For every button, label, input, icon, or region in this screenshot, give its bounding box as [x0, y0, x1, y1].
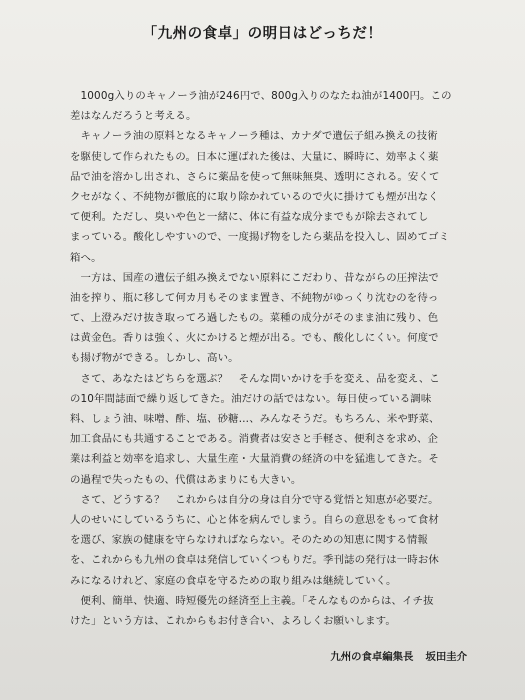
signature-role: 九州の食卓編集長: [330, 651, 414, 663]
text-line: みになるけれど、家庭の食卓を守るための取り組みは継続していく。: [70, 574, 397, 587]
paragraph-2: [70, 126, 470, 267]
text-line: さて、どうする？ これからは自分の身は自分で守る覚悟と知恵が必要だ。: [70, 493, 439, 506]
paragraph-4: [70, 369, 470, 490]
text-line: さて、あなたはどちらを選ぶ？ そんな問いかけを手を変え、品を変え、こ: [70, 372, 440, 385]
text-line: 差はなんだろうと考える。: [70, 110, 197, 123]
text-line: 業は利益と効率を追求し、大量生産・大量消費の経済の中を猛進してきた。そ: [70, 453, 439, 466]
document-body: [70, 86, 470, 631]
text-line: て便利。ただし、臭いや色と一緒に、体に有益な成分までもが除去されてし: [70, 211, 429, 224]
text-line: の10年間誌面で繰り返してきた。油だけの話ではない。毎日使っている調味: [70, 392, 432, 405]
text-line: を、これからも九州の食卓は発信していくつもりだ。季刊誌の発行は一時お休: [70, 554, 439, 567]
text-line: 人のせいにしているうちに、心と体を病んでしまう。自らの意思をもって食材: [70, 513, 439, 526]
text-line: けた」という方は、これからもお付き合い、よろしくお願いします。: [70, 614, 396, 627]
text-line: は黄金色。香りは強く、火にかけると煙が出る。でも、酸化しにくい。何度で: [70, 332, 439, 345]
paragraph-6: [70, 591, 470, 631]
text-line: を駆使して作られたもの。日本に運ばれた後は、大量に、瞬時に、効率よく薬: [70, 150, 439, 163]
signature: [330, 648, 467, 663]
text-line: て、上澄みだけ抜き取ってろ過したもの。菜種の成分がそのまま油に残り、色: [70, 312, 439, 325]
text-line: 加工食品にも共通することである。消費者は安さと手軽さ、便利さを求め、企: [70, 433, 439, 446]
text-line: まっている。酸化しやすいので、一度揚げ物をしたら薬品を投入し、固めてゴミ: [70, 231, 450, 244]
paragraph-5: [70, 490, 470, 591]
text-line: クセがなく、不純物が徹底的に取り除かれているので火に掛けても煙が出なく: [70, 190, 439, 203]
document-title: 「九州の食卓」の明日はどっちだ！: [142, 26, 383, 42]
text-line: 1000g入りのキャノーラ油が246円で、800g入りのなたね油が1400円。この: [70, 90, 452, 102]
text-line: を選び、家族の健康を守らなければならない。そのための知恵に関する情報: [70, 534, 428, 547]
text-line: 便利、簡単、快適、時短優先の経済至上主義。「そんなものからは、イチ抜: [70, 594, 434, 607]
text-line: 箱へ。: [70, 251, 102, 264]
paragraph-3: [70, 268, 470, 369]
text-line: 一方は、国産の遺伝子組み換えでない原料にこだわり、昔ながらの圧搾法で: [70, 271, 439, 284]
text-line: 品で油を溶かし出され、さらに薬品を使って無味無臭、透明にされる。安くて: [70, 170, 440, 183]
text-line: 料、しょう油、味噌、酢、塩、砂糖…、みんなそうだ。もちろん、米や野菜、: [70, 413, 440, 425]
text-line: 油を搾り、瓶に移して何カ月もそのまま置き、不純物がゆっくり沈むのを待っ: [70, 291, 439, 304]
text-line: の過程で失ったもの、代償はあまりにも大きい。: [70, 473, 302, 486]
paragraph-1: [70, 86, 470, 126]
text-line: キャノーラ油の原料となるキャノーラ種は、カナダで遺伝子組み換えの技術: [70, 130, 438, 143]
signature-name: 坂田圭介: [425, 651, 467, 663]
text-line: も揚げ物ができる。しかし、高い。: [70, 352, 239, 365]
